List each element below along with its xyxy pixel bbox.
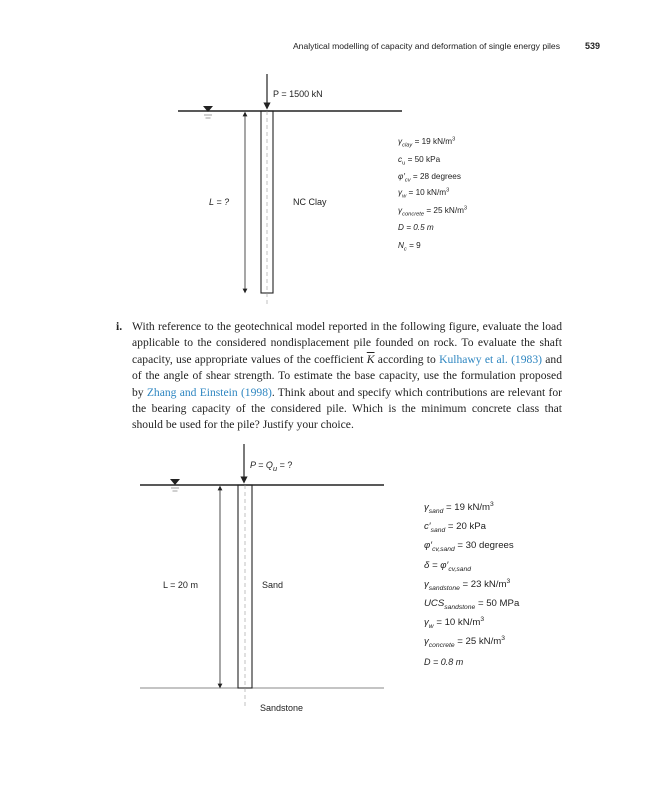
param-gamma-concrete: $\gamma_{concrete} = 25$ $kN/m^3$ — [398, 205, 468, 218]
load-label: P = 1500 kN — [273, 89, 323, 99]
param-gamma-w-2: $\gamma_w = 10$ $kN/m^3$ — [424, 615, 485, 630]
param-c-sand: $c'_{sand} = 20$ kPa — [424, 521, 486, 534]
soil-label: NC Clay — [293, 197, 327, 207]
length-label-2: L = 20 m — [163, 580, 198, 590]
param-phi-cv-sand: $\varphi'_{cv,sand} = 30$ degrees — [424, 540, 514, 553]
header-title: Analytical modelling of capacity and deformation of single energy piles — [292, 41, 560, 51]
water-table-icon — [203, 106, 213, 118]
param-diameter-2: D = 0.8 m — [424, 657, 464, 667]
figure-2-drawing — [0, 440, 648, 730]
param-gamma-w: $\gamma_w = 10$ $kN/m^3$ — [398, 187, 450, 200]
coefficient-k-bar: $\overline{K}$ — [366, 352, 375, 366]
param-gamma-concrete-2: $\gamma_{concrete} = 25$ $kN/m^3$ — [424, 634, 505, 649]
ref-zhang-einstein-1998[interactable]: Zhang and Einstein (1998) — [146, 385, 272, 399]
param-gamma-sandstone: $\gamma_{sandstone} = 23$ $kN/m^3$ — [424, 577, 511, 592]
item-text: With reference to the geotechnical model reported in the following figure, evaluate the load applicable to the considered nondisplacement pile founded on rock. To evaluate the shaft capacity, use appropriate values of the coefficient $\overline{K}$ according to Kulhawy et al. (1983) and of the angle of shear strength. To estimate the base capacity, use the formulation proposed by Zhang and Einstein (1998). Think about and specify which contributions are relevant for the bearing capacity of the considered pile. Which is the minimum concrete class that should be used for the pile? Justify your choice. — [132, 320, 563, 432]
param-gamma-clay: $\gamma_{clay} = 19$ $kN/m^3$ — [398, 136, 456, 149]
load-label-2: $P = Q_u$ = ? — [250, 460, 293, 473]
param-phi-cv: $\varphi'_{cv} = 28$ degrees — [398, 172, 461, 184]
param-gamma-sand: $\gamma_{sand} = 19$ $kN/m^3$ — [424, 500, 494, 515]
ref-kulhawy-1983[interactable]: Kulhawy et al. (1983) — [439, 352, 542, 366]
running-header — [0, 41, 600, 55]
figure-2 — [0, 440, 648, 730]
param-delta: $\delta = \varphi'_{cv,sand}$ — [424, 560, 471, 573]
figure-1 — [0, 70, 648, 310]
param-nc: $N_c = 9$ — [398, 241, 421, 253]
length-label: L = ? — [209, 197, 230, 207]
param-ucs: $UCS_{sandstone} = 50$ MPa — [424, 598, 520, 611]
param-diameter: D = 0.5 m — [398, 223, 434, 232]
item-number: i. — [116, 320, 123, 333]
page-number: 539 — [584, 41, 600, 51]
param-cu: $c_u = 50$ kPa — [398, 155, 441, 167]
soil-label-2: Sand — [262, 580, 284, 590]
exercise-item-i — [117, 319, 562, 434]
figure-1-drawing — [0, 70, 648, 310]
rock-label: Sandstone — [260, 703, 304, 713]
